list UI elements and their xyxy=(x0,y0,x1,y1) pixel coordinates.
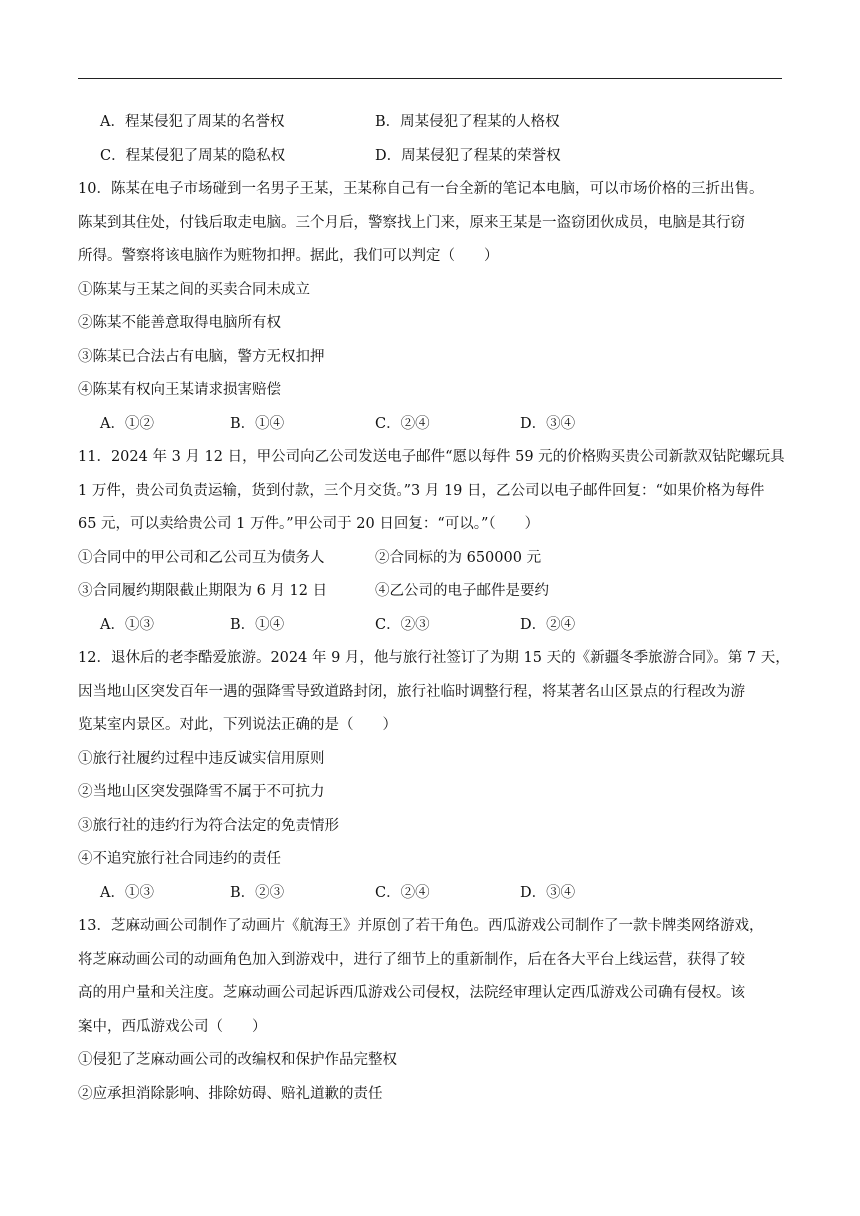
q9-options-row-1 xyxy=(78,106,782,140)
q10-stem-line: 10．陈某在电子市场碰到一名男子王某，王某称自己有一台全新的笔记本电脑，可以市场价格的三折出售。 xyxy=(78,181,764,197)
q10-option-b: B．①④ xyxy=(230,415,285,432)
q11-stem-line: 1 万件，贵公司负责运输，货到付款，三个月交货。”3 月 19 日，乙公司以电子邮件回复：“如果价格为每件 xyxy=(78,482,765,499)
q12-stem xyxy=(78,642,790,743)
q12-option-d: D．③④ xyxy=(520,884,576,901)
q11-stem-line: 65 元，可以卖给贵公司 1 万件。”甲公司于 20 日回复：“可以。”（ ） xyxy=(78,516,540,532)
q12-option-c: C．②④ xyxy=(375,884,430,901)
q12-option-b: B．②③ xyxy=(230,884,285,901)
q12-stem-line: 因当地山区突发百年一遇的强降雪导致道路封闭，旅行社临时调整行程，将某著名山区景点的行程改为游 xyxy=(78,683,745,700)
q9-option-d: D．周某侵犯了程某的荣誉权 xyxy=(375,147,561,164)
q11-item-4: ④乙公司的电子邮件是要约 xyxy=(375,583,549,599)
q12-item-2: ②当地山区突发强降雪不属于不可抗力 xyxy=(78,784,325,800)
q11-stem-line: 11．2024 年 3 月 12 日，甲公司向乙公司发送电子邮件“愿以每件 59 元的价格购买贵公司新款双钻陀螺玩具 xyxy=(78,449,785,465)
q11-option-c: C．②③ xyxy=(375,616,430,633)
q10-stem-line: 所得。警察将该电脑作为赃物扣押。据此，我们可以判定（ ） xyxy=(78,248,499,264)
q9-option-b: B．周某侵犯了程某的人格权 xyxy=(375,114,560,130)
q9-options-row-2 xyxy=(78,140,782,174)
q12-stem-line: 览某室内景区。对此，下列说法正确的是（ ） xyxy=(78,717,397,733)
q10-option-a: A．①② xyxy=(100,415,154,432)
q10-item-3: ③陈某已合法占有电脑，警方无权扣押 xyxy=(78,348,325,365)
document-body xyxy=(78,106,790,1111)
q13-stem-line: 将芝麻动画公司的动画角色加入到游戏中，进行了细节上的重新制作，后在各大平台上线运营，获得了较 xyxy=(78,951,745,968)
q10-option-c: C．②④ xyxy=(375,415,430,432)
q10-stem xyxy=(78,173,782,274)
q10-item-4: ④陈某有权向王某请求损害赔偿 xyxy=(78,382,281,398)
q11-options xyxy=(78,609,782,643)
q11-option-a: A．①③ xyxy=(100,616,154,633)
q12-option-a: A．①③ xyxy=(100,884,154,901)
q13-stem xyxy=(78,910,782,1044)
q11-option-b: B．①④ xyxy=(230,616,285,633)
header-rule xyxy=(78,78,782,79)
q13-stem-line: 案中，西瓜游戏公司（ ） xyxy=(78,1018,267,1035)
q11-option-d: D．②④ xyxy=(520,616,576,633)
q12-item-3: ③旅行社的违约行为符合法定的免责情形 xyxy=(78,817,339,834)
q10-stem-line: 陈某到其住处，付钱后取走电脑。三个月后，警察找上门来，原来王某是一盗窃团伙成员，电脑是其行窃 xyxy=(78,214,745,231)
q13-stem-line: 高的用户量和关注度。芝麻动画公司起诉西瓜游戏公司侵权，法院经审理认定西瓜游戏公司确有侵权。该 xyxy=(78,985,745,1001)
q10-options xyxy=(78,408,782,442)
q12-item-1: ①旅行社履约过程中违反诚实信用原则 xyxy=(78,750,325,767)
q10-option-d: D．③④ xyxy=(520,415,576,432)
q11-item-1: ①合同中的甲公司和乙公司互为债务人 xyxy=(78,549,325,566)
q11-item-2: ②合同标的为 650000 元 xyxy=(375,549,542,566)
q12-stem-line: 12．退休后的老李酷爱旅游。2024 年 9 月，他与旅行社签订了为期 15 天的《新疆冬季旅游合同》。第 7 天， xyxy=(78,650,790,666)
q13-item-1: ①侵犯了芝麻动画公司的改编权和保护作品完整权 xyxy=(78,1052,397,1068)
q10-item-1: ①陈某与王某之间的买卖合同未成立 xyxy=(78,281,310,298)
q9-option-a: A．程某侵犯了周某的名誉权 xyxy=(100,114,285,130)
q11-items-row-1 xyxy=(78,542,782,576)
q13-item-2: ②应承担消除影响、排除妨碍、赔礼道歉的责任 xyxy=(78,1085,383,1102)
q10-item-2: ②陈某不能善意取得电脑所有权 xyxy=(78,315,281,331)
q12-item-4: ④不追究旅行社合同违约的责任 xyxy=(78,851,281,867)
q13-stem-line: 13．芝麻动画公司制作了动画片《航海王》并原创了若干角色。西瓜游戏公司制作了一款卡牌类网络游戏， xyxy=(78,918,764,934)
q11-stem xyxy=(78,441,785,542)
q11-items-row-2 xyxy=(78,575,782,609)
q12-options xyxy=(78,877,782,911)
q9-option-c: C．程某侵犯了周某的隐私权 xyxy=(100,147,286,164)
q11-item-3: ③合同履约期限截止期限为 6 月 12 日 xyxy=(78,583,328,599)
